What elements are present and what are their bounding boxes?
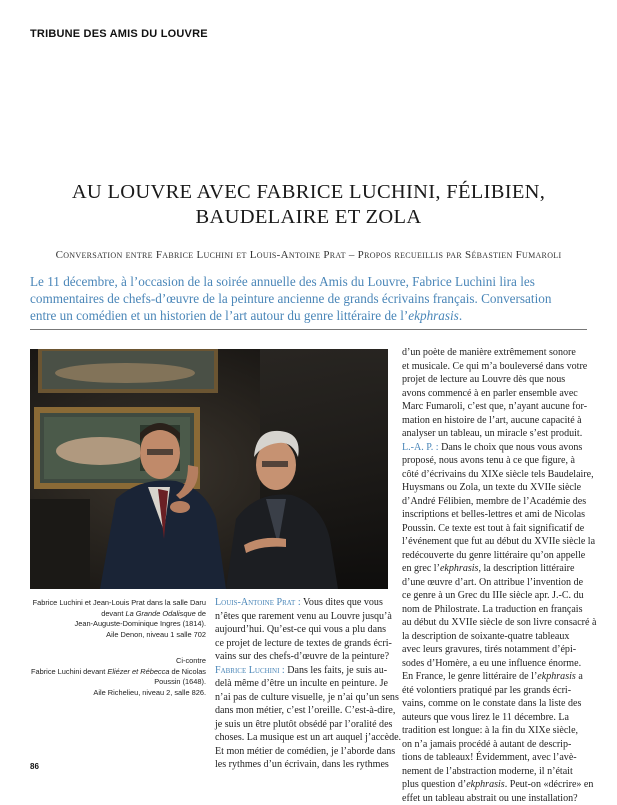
article-photo — [30, 349, 388, 589]
second-caption — [30, 656, 206, 698]
body-line: côté d’écrivains du XIXe siècle tels Baudelaire, — [402, 468, 582, 482]
body-line — [402, 778, 582, 792]
body-line: et musicale. Ce qui m’a bouleversé dans votre — [402, 360, 582, 374]
body-line: tions de tableaux! Évidemment, avec l’avè- — [402, 751, 582, 765]
byline: Conversation entre Fabrice Luchini et Louis-Antoine Prat – Propos recueillis par Sébastien Fumaroli — [20, 249, 597, 261]
caption-line: Aile Richelieu, niveau 2, salle 826. — [30, 688, 206, 699]
body-line: Huysmans ou Zola, un texte du XVIIe siècle — [402, 481, 582, 495]
body-line: vains sur des chefs-d’œuvre de la peinture? — [215, 650, 390, 664]
term: ekphrasis — [466, 779, 505, 790]
lead-line — [30, 307, 587, 324]
body-text: , la description littéraire — [478, 563, 574, 574]
caption-text: de Nicolas — [169, 667, 206, 676]
body-column-right — [402, 346, 582, 805]
term: ekphrasis — [537, 671, 576, 682]
body-text: en grec l’ — [402, 563, 440, 574]
body-line: d’un poète de manière extrêmement sonore — [402, 346, 582, 360]
speaker-label: L.-A. P. : — [402, 442, 439, 453]
lead-term: ekphrasis — [408, 308, 459, 323]
body-text: En France, le genre littéraire de l’ — [402, 671, 537, 682]
body-line: redécouverte du genre littéraire qu’on appelle — [402, 549, 582, 563]
speaker-label: Fabrice Luchini : — [215, 665, 285, 676]
article-title — [40, 180, 577, 230]
caption-text: de — [196, 609, 206, 618]
body-line — [402, 441, 582, 455]
body-line: d’une œuvre d’art. On attribue l’invention de — [402, 576, 582, 590]
body-line — [402, 562, 582, 576]
body-line: les rythmes d’un écrivain, dans les rythmes — [215, 758, 390, 772]
caption-line — [30, 609, 206, 620]
body-line: nement de l’abstraction moderne, il n’était — [402, 765, 582, 779]
body-line: choses. La musique est un art auquel j’accède. — [215, 731, 390, 745]
caption-text: Fabrice Luchini devant — [31, 667, 107, 676]
caption-line: Ci-contre — [30, 656, 206, 667]
body-line: ce projet de lecture de textes de grands écri- — [215, 637, 390, 651]
body-line: inscriptions et belles-lettres et ami de Nicolas — [402, 508, 582, 522]
body-line: je suis un être plutôt obsédé par l’oralité des — [215, 718, 390, 732]
lead-paragraph — [30, 273, 587, 324]
body-line: on n’a jamais procédé à autant de descrip- — [402, 738, 582, 752]
body-line: avec leurs gravures, tirés notamment d’épi- — [402, 643, 582, 657]
body-line: aujourd’hui. Qu’est-ce qui vous a plu dans — [215, 623, 390, 637]
body-line: delà même d’être un inculte en peinture. Je — [215, 677, 390, 691]
lead-divider — [30, 329, 587, 330]
body-line: avons commencé à en parler ensemble avec — [402, 387, 582, 401]
lead-line: commentaires de chefs-d’œuvre de la peinture ancienne de grands écrivains français. Conversation — [30, 290, 587, 307]
body-line: tradition est longue: à la fin du XIXe siècle, — [402, 724, 582, 738]
caption-line: Poussin (1648). — [30, 677, 206, 688]
body-line: dans mon métier, c’est l’oreille. C’est-à-dire, — [215, 704, 390, 718]
title-line: BAUDELAIRE ET ZOLA — [40, 205, 577, 230]
body-text: Dans le choix que nous vous avons — [439, 442, 583, 453]
body-line: Marc Fumaroli, c’est que, n’ayant aucune for- — [402, 400, 582, 414]
photo-caption — [30, 598, 206, 640]
body-line: au début du XVIIe siècle de son livre consacré à — [402, 616, 582, 630]
body-line — [215, 664, 390, 678]
body-line: ce genre à un Grec du IIIe siècle apr. J.-C. du — [402, 589, 582, 603]
caption-line: Jean-Auguste-Dominique Ingres (1814). — [30, 619, 206, 630]
body-line: été volontiers pratiqué par les grands écri- — [402, 684, 582, 698]
body-line — [402, 670, 582, 684]
page-number: 86 — [30, 762, 39, 771]
body-line: mation en histoire de l’art, aucune capacité à — [402, 414, 582, 428]
caption-line: Aile Denon, niveau 1 salle 702 — [30, 630, 206, 641]
lead-end: . — [459, 308, 462, 323]
body-column-middle — [215, 596, 390, 772]
artwork-title: La Grande Odalisque — [125, 609, 195, 618]
body-text: . Peut-on «décrire» en — [505, 779, 594, 790]
caption-line: Fabrice Luchini et Jean-Louis Prat dans la salle Daru — [30, 598, 206, 609]
body-line: proposé, nous avons tenu à ce que figure, à — [402, 454, 582, 468]
title-line: AU LOUVRE AVEC FABRICE LUCHINI, FÉLIBIEN, — [40, 180, 577, 205]
body-text: plus question d’ — [402, 779, 466, 790]
body-line — [215, 596, 390, 610]
body-text: a — [576, 671, 583, 682]
body-line: la description de soixante-quatre tableaux — [402, 630, 582, 644]
body-line: vains, comme on le constate dans la liste des — [402, 697, 582, 711]
body-line: auteurs que vous lirez le 11 décembre. La — [402, 711, 582, 725]
speaker-label: Louis-Antoine Prat : — [215, 597, 301, 608]
term: ekphrasis — [440, 563, 479, 574]
body-line: Poussin. Ce texte est tout à fait significatif de — [402, 522, 582, 536]
body-line: n’êtes que rarement venu au Louvre jusqu’à — [215, 610, 390, 624]
caption-text: devant — [101, 609, 125, 618]
body-line: projet de lecture au Louvre dès que nous — [402, 373, 582, 387]
body-line: d’André Félibien, membre de l’Académie des — [402, 495, 582, 509]
body-line: l’événement que fut au début du XVIIe siècle la — [402, 535, 582, 549]
artwork-title: Eliézer et Rébecca — [107, 667, 169, 676]
body-text: Vous dites que vous — [301, 597, 383, 608]
body-line: Et mon métier de comédien, je l’aborde dans — [215, 745, 390, 759]
body-line: analyser un tableau, un miracle s’est produit. — [402, 427, 582, 441]
body-line: nom de Philostrate. La traduction en français — [402, 603, 582, 617]
body-line: sodes d’Homère, a eu une influence énorme. — [402, 657, 582, 671]
body-line: effet un tableau abstrait ou une installation? — [402, 792, 582, 805]
lead-line: Le 11 décembre, à l’occasion de la soirée annuelle des Amis du Louvre, Fabrice Luchini lira les — [30, 273, 587, 290]
section-header: TRIBUNE DES AMIS DU LOUVRE — [30, 28, 208, 40]
body-line: n’ai pas de culture visuelle, je n’ai qu’un sens — [215, 691, 390, 705]
lead-text: entre un comédien et un historien de l’art autour du genre littéraire de l’ — [30, 308, 408, 323]
photo-illustration — [30, 349, 388, 589]
body-text: Dans les faits, je suis au- — [285, 665, 387, 676]
caption-line — [30, 667, 206, 678]
